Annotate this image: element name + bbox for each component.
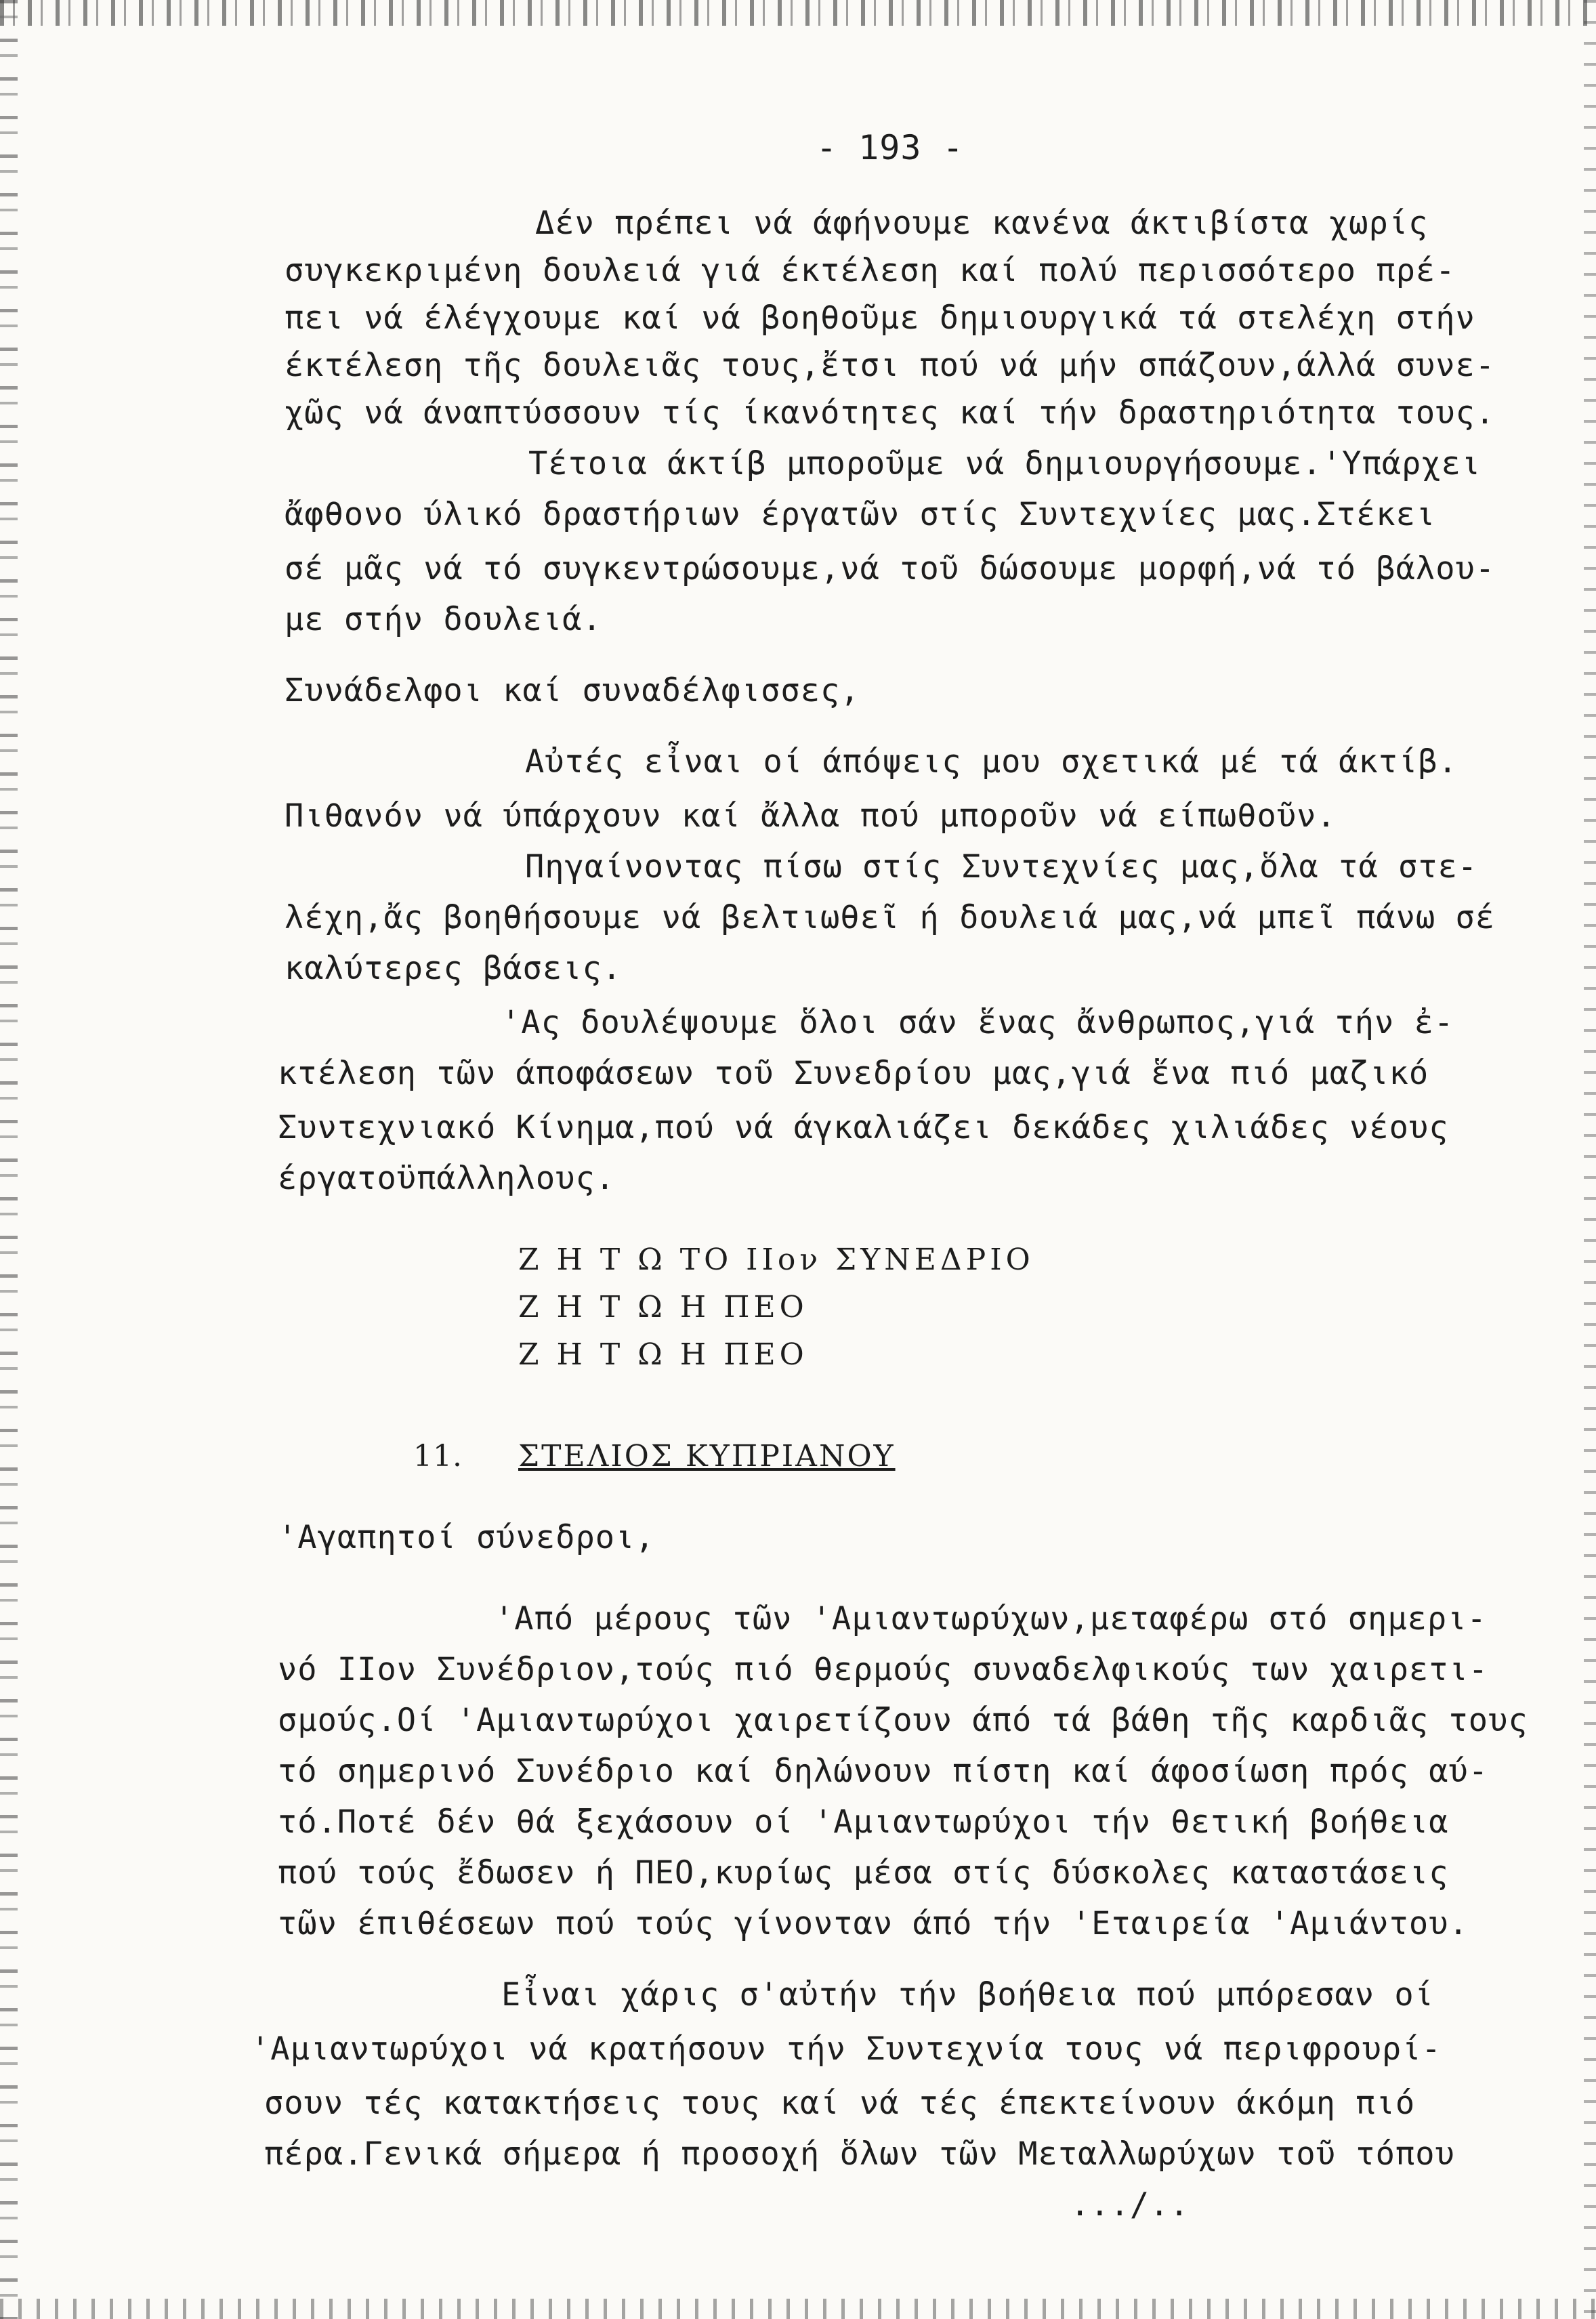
text-line: τό σημερινό Συνέδριο καί δηλώνουν πίστη καί άφοσίωση πρός αύ- bbox=[278, 1753, 1489, 1790]
text-line: συγκεκριμένη δουλειά γιά έκτέλεση καί πολύ περισσότερο πρέ- bbox=[285, 252, 1456, 289]
text-line: Τέτοια άκτίβ μποροῦμε νά δημιουργήσουμε.'Υπάρχει bbox=[528, 445, 1482, 482]
text-line: κτέλεση τῶν άποφάσεων τοῦ Συνεδρίου μας,γιά ἕνα πιό μαζικό bbox=[278, 1055, 1429, 1092]
scan-edge-top bbox=[0, 0, 1596, 26]
section-number: 11. bbox=[413, 1439, 463, 1474]
slogan-line: Ζ Η Τ Ω Η ΠΕΟ bbox=[518, 1290, 808, 1324]
text-line: τό.Ποτέ δέν θά ξεχάσουν οί 'Αμιαντωρύχοι τήν θετική βοήθεια bbox=[278, 1803, 1449, 1841]
slogan-line: Ζ Η Τ Ω Η ΠΕΟ bbox=[518, 1337, 808, 1372]
text-line: πού τούς ἔδωσεν ή ΠΕΟ,κυρίως μέσα στίς δύσκολες καταστάσεις bbox=[278, 1854, 1449, 1892]
scan-edge-right bbox=[1584, 0, 1596, 2319]
text-line: Δέν πρέπει νά άφήνουμε κανένα άκτιβίστα χωρίς bbox=[535, 205, 1429, 242]
text-line: νό ΙΙον Συνέδριον,τούς πιό θερμούς συναδελφικούς των χαιρετι- bbox=[278, 1651, 1489, 1688]
text-line: σμούς.Οί 'Αμιαντωρύχοι χαιρετίζουν άπό τά βάθη τῆς καρδιᾶς τους bbox=[278, 1702, 1528, 1739]
text-line: 'Ας δουλέψουμε ὅλοι σάν ἕνας ἄνθρωπος,γιά τήν ἐ- bbox=[501, 1004, 1454, 1041]
text-line: πει νά έλέγχουμε καί νά βοηθοῦμε δημιουργικά τά στελέχη στήν bbox=[285, 299, 1475, 337]
text-line: Εἶναι χάρις σ'αὐτήν τήν βοήθεια πού μπόρεσαν οί bbox=[501, 1976, 1434, 2013]
text-line: καλύτερες βάσεις. bbox=[285, 950, 623, 987]
text-line: πέρα.Γενικά σήμερα ή προσοχή ὅλων τῶν Μεταλλωρύχων τοῦ τόπου bbox=[264, 2135, 1455, 2173]
text-line: 'Από μέρους τῶν 'Αμιαντωρύχων,μεταφέρω στό σημερι- bbox=[495, 1600, 1487, 1637]
text-line: 'Αμιαντωρύχοι νά κρατήσουν τήν Συντεχνία τους νά περιφρουρί- bbox=[251, 2030, 1442, 2068]
text-line: λέχη,ἄς βοηθήσουμε νά βελτιωθεῖ ή δουλειά μας,νά μπεῖ πάνω σέ bbox=[285, 899, 1496, 936]
text-line: έκτέλεση τῆς δουλειᾶς τους,ἔτσι πού νά μήν σπάζουν,άλλά συνε- bbox=[285, 347, 1496, 384]
page-number: - 193 - bbox=[816, 128, 964, 167]
text-line: Συντεχνιακό Κίνημα,πού νά άγκαλιάζει δεκάδες χιλιάδες νέους bbox=[278, 1109, 1449, 1146]
scan-edge-bottom bbox=[0, 2299, 1596, 2319]
text-line: σουν τές κατακτήσεις τους καί νά τές έπεκτείνουν άκόμη πιό bbox=[264, 2085, 1416, 2122]
salutation: Συνάδελφοι καί συναδέλφισσες, bbox=[285, 672, 860, 709]
text-line: σέ μᾶς νά τό συγκεντρώσουμε,νά τοῦ δώσουμε μορφή,νά τό βάλου- bbox=[285, 550, 1496, 587]
text-line: ἄφθονο ύλικό δραστήριων έργατῶν στίς Συντεχνίες μας.Στέκει bbox=[285, 496, 1436, 533]
text-line: Αὐτές εἶναι οί άπόψεις μου σχετικά μέ τά άκτίβ. bbox=[525, 743, 1458, 780]
text-line: τῶν έπιθέσεων πού τούς γίνονταν άπό τήν 'Εταιρεία 'Αμιάντου. bbox=[278, 1905, 1469, 1942]
text-line: Πηγαίνοντας πίσω στίς Συντεχνίες μας,ὅλα τά στε- bbox=[525, 848, 1478, 885]
text-line: με στήν δουλειά. bbox=[285, 601, 602, 638]
text-line: έργατοϋπάλληλους. bbox=[278, 1160, 616, 1197]
text-line: Πιθανόν νά ύπάρχουν καί ἄλλα πού μποροῦν νά είπωθοῦν. bbox=[285, 797, 1337, 835]
salutation: 'Αγαπητοί σύνεδροι, bbox=[278, 1519, 655, 1556]
scan-edge-left bbox=[0, 0, 18, 2319]
slogan-line: Ζ Η Τ Ω ΤΟ ΙΙον ΣΥΝΕΔΡΙΟ bbox=[518, 1242, 1034, 1277]
text-line: χῶς νά άναπτύσσουν τίς ίκανότητες καί τήν δραστηριότητα τους. bbox=[285, 394, 1496, 432]
continuation-mark: .../.. bbox=[1070, 2186, 1190, 2223]
section-heading: ΣΤΕΛΙΟΣ ΚΥΠΡΙΑΝΟΥ bbox=[518, 1439, 896, 1474]
